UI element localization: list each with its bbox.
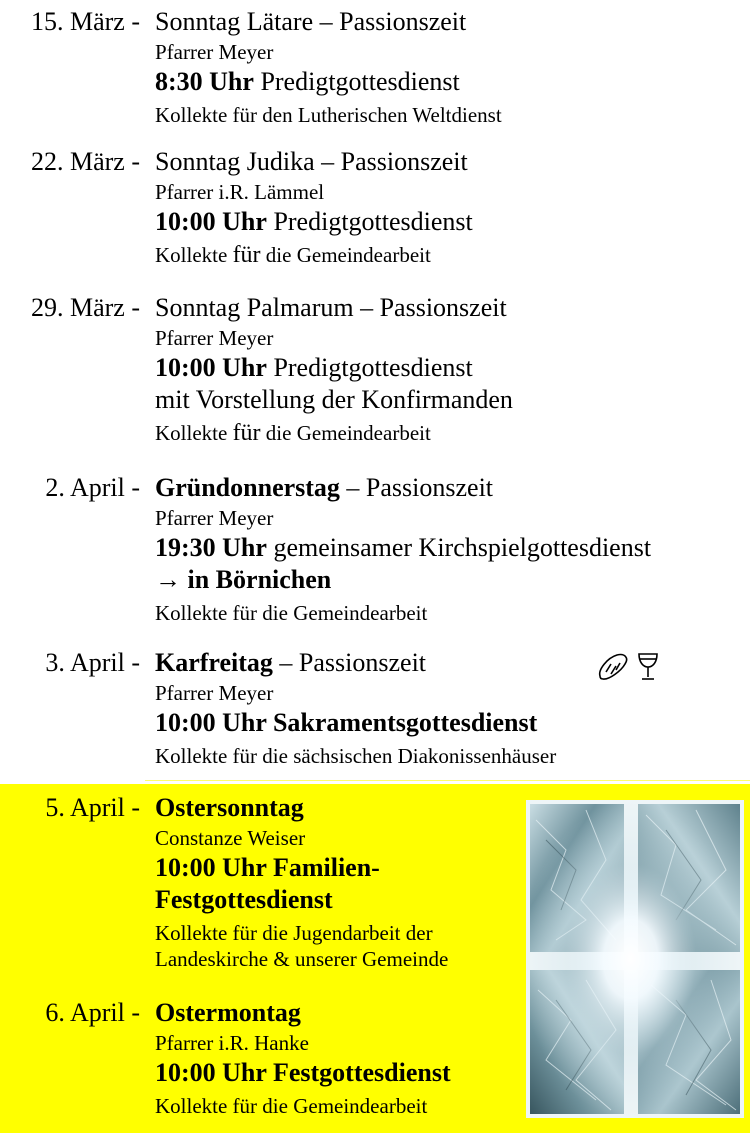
- service-title-suffix: – Passionszeit: [339, 473, 494, 502]
- service-date: 3. April -: [45, 648, 140, 677]
- service-date: 5. April -: [45, 793, 140, 822]
- service-time: 10:00 Uhr Sakramentsgottesdienst: [155, 708, 538, 737]
- service-time: 10:00 Uhr: [155, 207, 267, 236]
- service-date: 2. April -: [45, 473, 140, 502]
- service-location: → in Börnichen: [155, 565, 332, 594]
- sacrament-symbols: [597, 652, 667, 682]
- kollekte-prefix: Kollekte: [155, 421, 233, 445]
- kollekte-suffix: die Gemeindearbeit: [260, 243, 431, 267]
- service-title-main: Gründonnerstag: [155, 473, 340, 502]
- service-title: [155, 294, 745, 322]
- service-time-line: [155, 206, 745, 238]
- service-title-suffix: – Passionszeit: [313, 7, 467, 36]
- service-type-line2: mit Vorstellung der Konfirmanden: [155, 385, 513, 414]
- service-title-main: Sonntag Lätare: [155, 7, 314, 36]
- service-type: Predigtgottesdienst: [266, 353, 473, 382]
- service-time-line: [155, 352, 745, 384]
- service-date: 6. April -: [45, 998, 140, 1027]
- service-title-main: Sonntag Judika: [155, 147, 315, 176]
- service-title: [155, 148, 745, 176]
- service-time: 10:00 Uhr Familien-: [155, 853, 380, 882]
- kollekte-suffix: die Gemeindearbeit: [260, 421, 431, 445]
- service-time: 10:00 Uhr Festgottesdienst: [155, 1058, 451, 1087]
- service-time-line: [155, 532, 745, 564]
- service-title-suffix: – Passionszeit: [314, 147, 468, 176]
- service-kollekte: Kollekte für die Gemeindearbeit: [155, 601, 428, 625]
- service-pastor: Constanze Weiser: [155, 826, 306, 850]
- service-pastor: Pfarrer Meyer: [155, 681, 274, 705]
- service-title-main: Sonntag Palmarum: [155, 293, 354, 322]
- service-pastor: Pfarrer Meyer: [155, 326, 274, 350]
- service-details: [155, 474, 745, 626]
- service-title-suffix: – Passionszeit: [353, 293, 507, 322]
- light-cross-image: [526, 800, 744, 1118]
- service-date: 29. März -: [30, 293, 140, 322]
- service-time-line: [155, 707, 745, 739]
- service-kollekte-line2: Landeskirche & unserer Gemeinde: [155, 947, 449, 971]
- bread-icon: [600, 655, 627, 680]
- service-title-main: Ostersonntag: [155, 793, 304, 822]
- service-title-main: Karfreitag: [155, 648, 273, 677]
- service-pastor: Pfarrer Meyer: [155, 506, 274, 530]
- service-date: 15. März -: [30, 7, 140, 36]
- service-date: 22. März -: [30, 147, 140, 176]
- service-kollekte: Kollekte für die Jugendarbeit der: [155, 921, 433, 945]
- service-time: 19:30 Uhr: [155, 533, 267, 562]
- service-kollekte: [155, 420, 745, 446]
- service-pastor: Pfarrer i.R. Hanke: [155, 1031, 309, 1055]
- kollekte-fuer: für: [232, 420, 261, 446]
- service-kollekte: Kollekte für die Gemeindearbeit: [155, 1094, 428, 1118]
- kollekte-fuer: für: [232, 242, 261, 268]
- service-pastor: Pfarrer i.R. Lämmel: [155, 180, 325, 204]
- service-time-cont: Festgottesdienst: [155, 885, 333, 914]
- section-divider: [145, 780, 750, 781]
- chalice-icon: [639, 654, 657, 679]
- service-kollekte: Kollekte für den Lutherischen Weltdienst: [155, 103, 502, 127]
- service-details: [155, 294, 745, 446]
- service-time-line: [155, 66, 745, 98]
- service-kollekte: Kollekte für die sächsischen Diakonissenhäuser: [155, 744, 557, 768]
- service-type: Predigtgottesdienst: [253, 67, 460, 96]
- service-kollekte: [155, 242, 745, 268]
- service-details: [155, 148, 745, 268]
- kollekte-prefix: Kollekte: [155, 243, 233, 267]
- service-type: gemeinsamer Kirchspielgottesdienst: [266, 533, 652, 562]
- service-time: 8:30 Uhr: [155, 67, 254, 96]
- service-pastor: Pfarrer Meyer: [155, 40, 274, 64]
- service-type: Predigtgottesdienst: [266, 207, 473, 236]
- service-title: [155, 474, 745, 502]
- service-title-main: Ostermontag: [155, 998, 301, 1027]
- service-title-suffix: – Passionszeit: [272, 648, 427, 677]
- service-details: [155, 8, 745, 128]
- service-title: [155, 8, 745, 36]
- service-time: 10:00 Uhr: [155, 353, 267, 382]
